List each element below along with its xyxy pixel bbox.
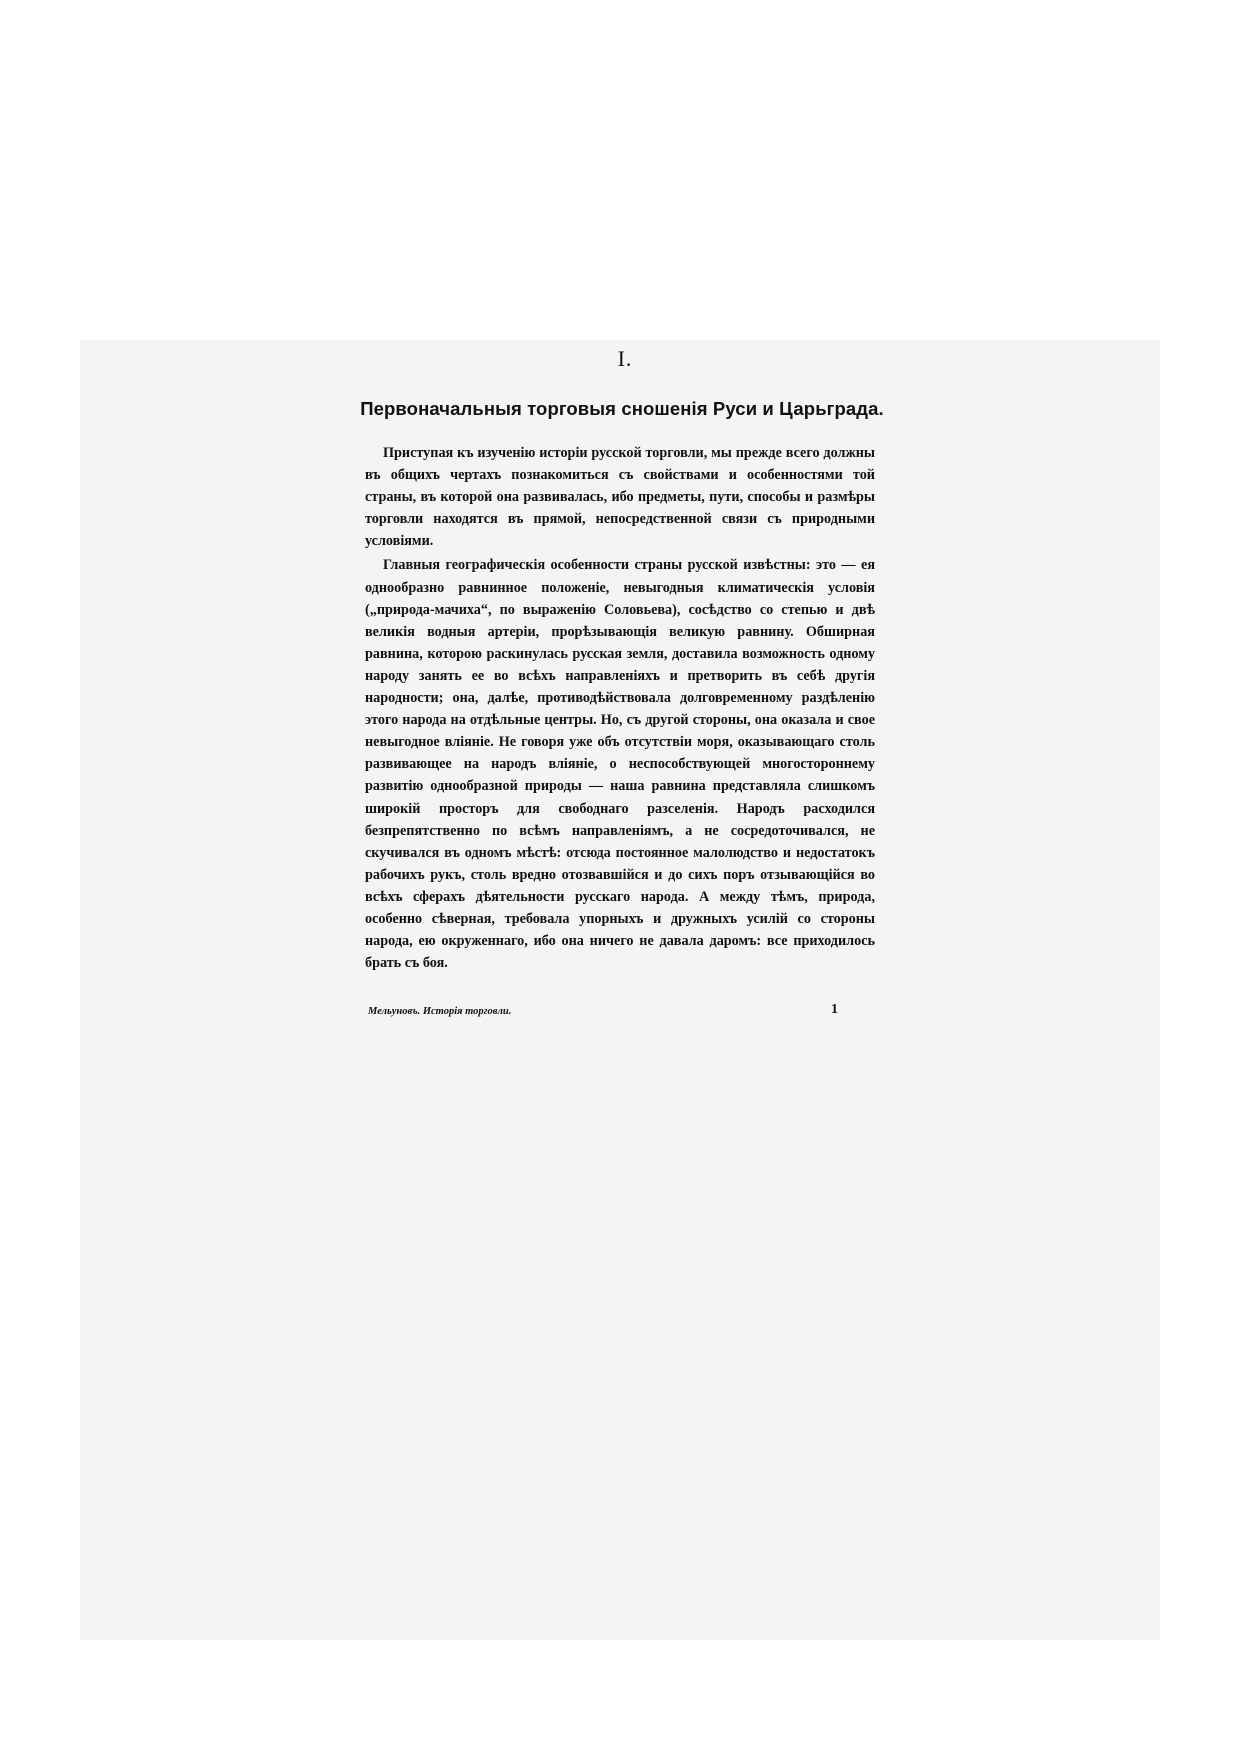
paragraph-1: Приступая къ изученію исторіи русской торговли, мы прежде всего должны въ общихъ чертахъ познакомиться съ свойствами и особенностями той страны, въ которой она развивалась, ибо предметы, пути, способы и размѣры торговли находятся въ прямой, непосредственной связи съ природными условіями. [365,445,875,550]
page-footer [368,1002,838,1018]
chapter-title: Первоначальныя торговыя сношенія Руси и Царьграда. [360,398,884,419]
chapter-number: I. [617,346,633,371]
printer-signature: Мельуновъ. Исторія торговли. [368,1006,512,1017]
sheet-number: 1 [831,1002,838,1017]
paragraph-2: Главныя географическія особенности страны русской извѣстны: это — ея однообразно равнинное положеніе, невыгодныя климатическія условія („природа-мачиха“, по выраженію Соловьева), сосѣдство со степью и двѣ великія водныя артеріи, прорѣзывающія великую равнину. Обширная равнина, которою раскинулась русская земля, доставила возможность одному народу занять ее во всѣхъ направленіяхъ и претворить въ себѣ другія народности; она, далѣе, противодѣйствовала долговременному раздѣленію этого народа на отдѣльные центры. Но, съ другой стороны, она оказала и свое невыгодное вліяніе. Не говоря уже объ отсутствіи моря, оказывающаго столь развивающее на народъ вліяніе, о неспособствующей многостороннему развитію однообразной природы — наша равнина представляла слишкомъ широкій просторъ для свободнаго разселенія. Народъ расходился безпрепятственно по всѣмъ направленіямъ, а не сосредоточивался, не скучивался въ одномъ мѣстѣ: отсюда постоянное малолюдство и недостатокъ рабочихъ рукъ, столь вредно отозвавшійся и до сихъ поръ отзывающійся во всѣхъ сферахъ дѣятельности русскаго народа. А между тѣмъ, природа, особенно сѣверная, требовала упорныхъ и дружныхъ усилій со стороны народа, ею окруженнаго, ибо она ничего не давала даромъ: все приходилось брать съ боя. [365,557,875,972]
page-body [360,346,884,976]
